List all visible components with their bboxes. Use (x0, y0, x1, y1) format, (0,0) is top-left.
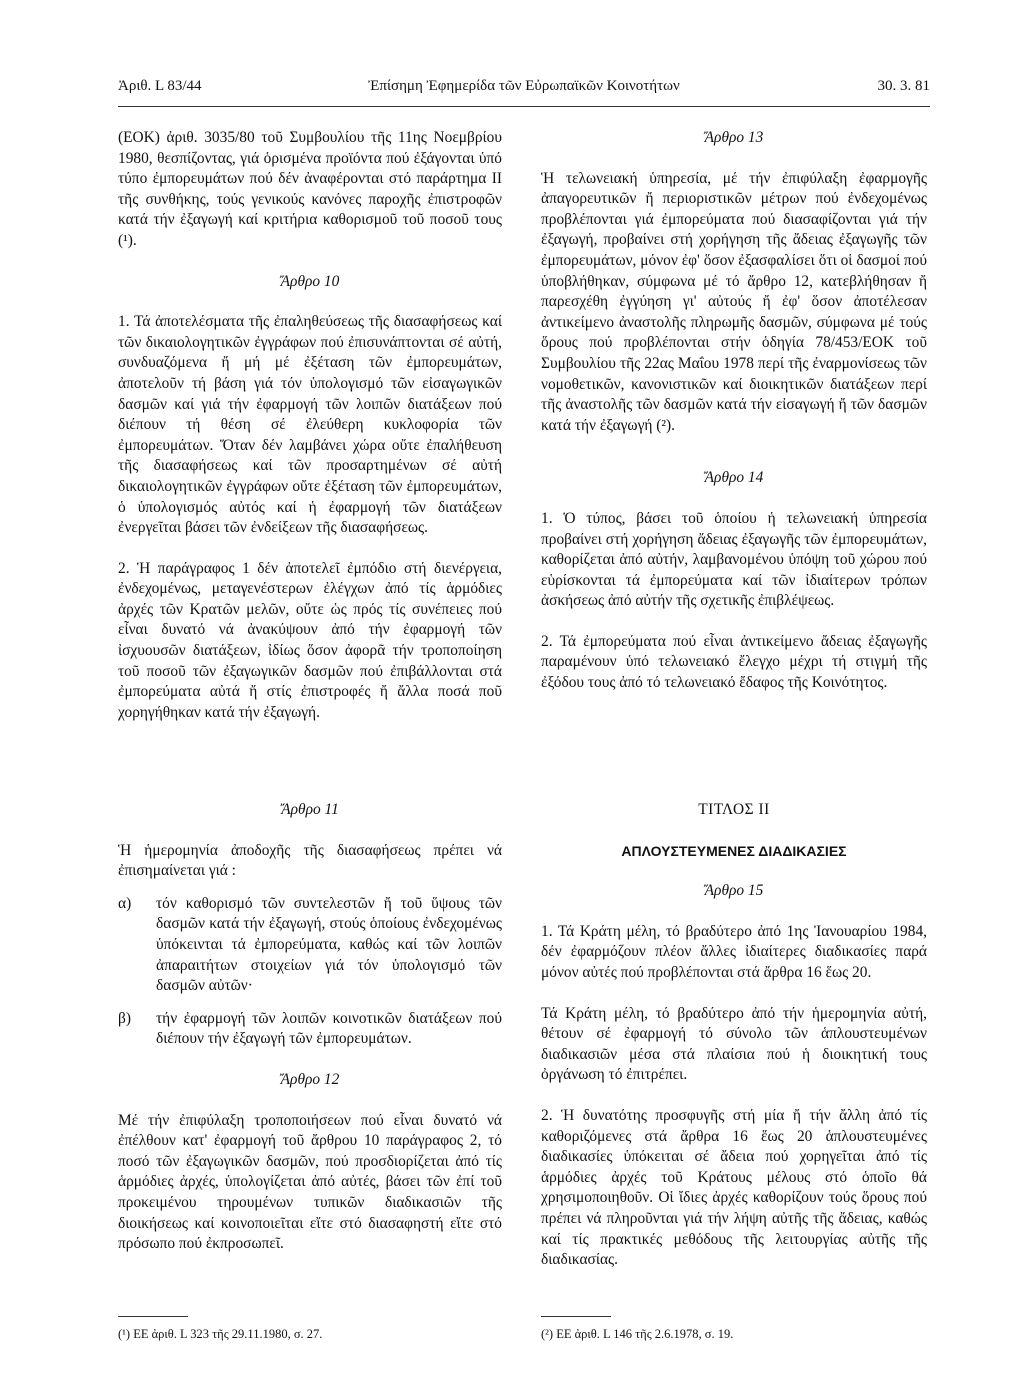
article-10-heading: Ἄρθρο 10 (280, 272, 340, 290)
list-item-a (118, 894, 502, 997)
article-13-heading: Ἄρθρο 13 (704, 129, 764, 146)
article-14-paragraph-2: 2. Τά ἐμπορεύματα πού εἶναι ἀντικείμενο ἄδειας ἐξαγωγῆς παραμένουν ὑπό τελωνειακό ἔλεγχο μέχρι τή στιγμή τῆς ἐξόδου τους ἀπό τό τελωνειακό ἔδαφος τῆς Κοινότητος. (541, 632, 927, 692)
lower-left-column (118, 800, 502, 1255)
list-item-text: τήν ἐφαρμογή τῶν λοιπῶν κοινοτικῶν διατάξεων πού διέπουν τήν ἐξαγωγή τῶν ἐμπορευμάτων. (156, 1009, 502, 1048)
article-10-paragraph-1: 1. Τά ἀποτελέσματα τῆς ἐπαληθεύσεως τῆς διασαφήσεως καί τῶν δικαιολογητικῶν ἐγγράφων πού ἐπισυνάπτονται σέ αὐτή, συνδυαζόμενα ἤ μή μέ ἐξέταση τῶν ἐμπορευμάτων, ἀποτελοῦν τή βάση γιά τόν ὑπολογισμό τῶν εἰσαγωγικῶν δασμῶν καί γιά τήν ἐφαρμογή τῶν λοιπῶν διατάξεων πού διέπουν τή θέση σέ ἐλεύθερη κυκλοφορία τῶν ἐμπορευμάτων. Ὅταν δέν λαμβάνει χώρα οὔτε ἐπαλήθευση τῆς διασαφήσεως καί τῶν προσαρτημένων σέ αὐτή δικαιολογητικῶν ἐγγράφων οὔτε ἐξέταση τῶν ἐμπορευμάτων, ὁ ὑπολογισμός αὐτός καί ἡ ἐφαρμογή τῶν διατάξεων ἐνεργεῖται βάσει τῶν ἐνδείξεων τῆς διασαφήσεως. (118, 313, 502, 537)
footnote-rule-left (118, 1316, 188, 1317)
article-12-paragraph: Μέ τήν ἐπιφύλαξη τροποποιήσεων πού εἶναι δυνατό νά ἐπέλθουν κατ' ἐφαρμογή τοῦ ἄρθρου 10 παράγραφος 2, τό ποσό τῶν ἐξαγωγικῶν δασμῶν, πού προσδιορίζεται ἀπό τίς ἁρμόδιες ἀρχές, ὑπολογίζεται ἀπό αὐτές, βάσει τῶν ἐπί τοῦ προκειμένου τηρουμένων τυπικῶν διαδικασιῶν τῆς διοικήσεως καί κοινοποιεῖται εἴτε στό διασαφηστή εἴτε στό πρόσωπο πού ἐκπροσωπεῖ. (118, 1111, 502, 1253)
article-15-paragraph-2: 2. Ἡ δυνατότης προσφυγῆς στή μία ἤ τήν ἄλλη ἀπό τίς καθοριζόμενες στά ἄρθρα 16 ἕως 20 ἁπλουστευμένες διαδικασίες ὑπόκειται σέ ἄδεια πού χορηγεῖται ἀπό τίς ἁρμόδιες ἀρχές τοῦ Κράτους μέλους στό ὁποῖο θά χρησιμοποιηθοῦν. Οἱ ἴδιες ἀρχές καθορίζουν τούς ὅρους πού πρέπει νά πληροῦνται γιά τήν λήψη αὐτῆς τῆς ἄδειας, καθώς καί τίς πρακτικές μεθόδους τῆς λειτουργίας αὐτῆς τῆς διαδικασίας. (541, 1106, 927, 1269)
article-11-heading: Ἄρθρο 11 (281, 801, 339, 818)
upper-left-column (118, 128, 502, 723)
title-heading: ΑΠΛΟΥΣΤΕΥΜΕΝΕΣ ΔΙΑΔΙΚΑΣΙΕΣ (621, 842, 847, 859)
issue-date: 30. 3. 81 (877, 78, 930, 94)
article-11-intro: Ἡ ἡμερομηνία ἀποδοχῆς τῆς διασαφήσεως πρέπει νά ἐπισημαίνεται γιά : (118, 841, 502, 880)
article-15-paragraph-1: 1. Τά Κράτη μέλη, τό βραδύτερο ἀπό 1ης Ἰανουαρίου 1984, δέν ἐφαρμόζουν πλέον ἄλλες ἰδιαίτερες διαδικασίες παρά μόνον αὐτές πού προβλέπονται στά ἄρθρα 16 ἕως 20. (541, 922, 927, 981)
continued-intro: (ΕΟΚ) ἀριθ. 3035/80 τοῦ Συμβουλίου τῆς 11ης Νοεμβρίου 1980, θεσπίζοντας, γιά ὁρισμένα προϊόντα πού ἐξάγονται ὑπό τύπο ἐμπορευμάτων πού δέν ἀναφέρονται στό παράρτημα II τῆς συνθήκης, τούς γενικούς κανόνες παροχῆς ἐπιστροφῶν κατά τήν ἐξαγωγή καί κριτήρια καθορισμοῦ τοῦ ποσοῦ τους (¹). (118, 129, 502, 249)
upper-right-column (541, 128, 927, 694)
article-10-paragraph-2: 2. Ἡ παράγραφος 1 δέν ἀποτελεῖ ἐμπόδιο στή διενέργεια, ἐνδεχομένως, μεταγενέστερων ἐλέγχων ἀπό τίς ἁρμόδιες ἀρχές τῶν Κρατῶν μελῶν, οὔτε ὡς πρός τίς συνέπειες πού εἶναι δυνατό νά ἀνακύψουν ἀπό τήν ἐφαρμογή τῶν ἰσχυουσῶν διατάξεων, ἰδίως ὅσον ἀφορᾶ τήν τροποποίηση τοῦ ποσοῦ τῶν ἐξαγωγικῶν δασμῶν πού ἐπιβάλλονται στά ἐμπορεύματα αὐτά ἤ στίς ἐπιστροφές ἤ ἄλλα ποσά ποῦ χορηγήθηκαν κατά τήν ἐξαγωγή. (118, 559, 502, 721)
page-header (118, 78, 930, 102)
article-15-paragraph-1b: Τά Κράτη μέλη, τό βραδύτερο ἀπό τήν ἡμερομηνία αὐτή, θέτουν σέ ἐφαρμογή τό σύνολο τῶν ἁπλουστευμένων διαδικασιῶν μέσα στά πλαίσια πού ἡ διοικητική τους ὀργάνωση τό ἐπιτρέπει. (541, 1004, 927, 1084)
list-marker: α) (118, 894, 132, 912)
article-12-heading: Ἄρθρο 12 (280, 1070, 340, 1088)
article-13-paragraph: Ἡ τελωνειακή ὑπηρεσία, μέ τήν ἐπιφύλαξη ἐφαρμογῆς ἀπαγορευτικῶν ἤ περιοριστικῶν μέτρων πού ἐνδεχομένως προβλέπονται γιά ἐμπορεύματα πού διασαφίζονται γιά τήν ἐξαγωγή, προβαίνει στή χορήγηση τῆς ἄδειας ἐξαγωγῆς τῶν ἐμπορευμάτων, μόνον ἐφ' ὅσον ἐξασφαλίσει ὅτι οἱ δασμοί πού ὑποβλήθηκαν, σύμφωνα μέ τό ἄρθρο 12, κατεβλήθησαν ἤ παρεσχέθη ἐγγύηση γι' αὐτούς ἤ ἐφ' ὅσον ἀποτέλεσαν ἀντικείμενο ἀναστολῆς πληρωμῆς δασμῶν, σύμφωνα μέ τούς ὅρους πού προβλέπονται στήν ὁδηγία 78/453/ΕΟΚ τοῦ Συμβουλίου τῆς 22ας Μαΐου 1978 περί τῆς ἐναρμονίσεως τῶν νομοθετικῶν, κανονιστικῶν καί διοικητικῶν διατάξεων περί τῆς ἀναστολῆς τῶν δασμῶν κατά τήν εἰσαγωγή ἤ τῶν δασμῶν κατά τήν ἐξαγωγή (²). (541, 169, 927, 434)
header-rule (118, 106, 930, 107)
list-item-text: τόν καθορισμό τῶν συντελεστῶν ἤ τοῦ ὕψους τῶν δασμῶν κατά τήν ἐξαγωγή, στούς ὁποίους ἐνδεχομένως ὑπόκεινται τά ἐμπορεύματα, καθώς καί τῶν λοιπῶν ἀπαραιτήτων στοιχείων γιά τόν ὑπολογισμό τῶν δασμῶν αὐτῶν· (156, 894, 502, 995)
title-label: ΤΙΤΛΟΣ II (698, 801, 770, 818)
footnote-right: (²) ΕΕ ἀριθ. L 146 τῆς 2.6.1978, σ. 19. (541, 1327, 734, 1341)
footnote-left: (¹) ΕΕ ἀριθ. L 323 τῆς 29.11.1980, σ. 27. (118, 1327, 323, 1341)
journal-title: Ἐπίσημη Ἐφημερίδα τῶν Εὐρωπαϊκῶν Κοινοτήτων (368, 78, 680, 94)
article-14-paragraph-1: 1. Ὁ τύπος, βάσει τοῦ ὁποίου ἡ τελωνειακή ὑπηρεσία προβαίνει στή χορήγηση ἄδειας ἐξαγωγῆς τῶν ἐμπορευμάτων, καθορίζεται ἀπό αὐτήν, λαμβανομένου ὑπόψη τοῦ χώρου πού εὑρίσκονται τά ἐμπορεύματα καί τῶν ἰδιαίτερων τρόπων ἀσκήσεως ἀπό αὐτήν τῆς σχετικῆς ἐπιβλέψεως. (541, 509, 927, 610)
article-14-heading: Ἄρθρο 14 (704, 469, 764, 487)
footnote-rule-right (541, 1316, 611, 1317)
lower-right-column (541, 800, 927, 1271)
list-item-b (118, 1009, 502, 1050)
issue-number: Ἀριθ. L 83/44 (118, 78, 202, 94)
list-marker: β) (118, 1009, 131, 1027)
article-15-heading: Ἄρθρο 15 (704, 882, 764, 900)
